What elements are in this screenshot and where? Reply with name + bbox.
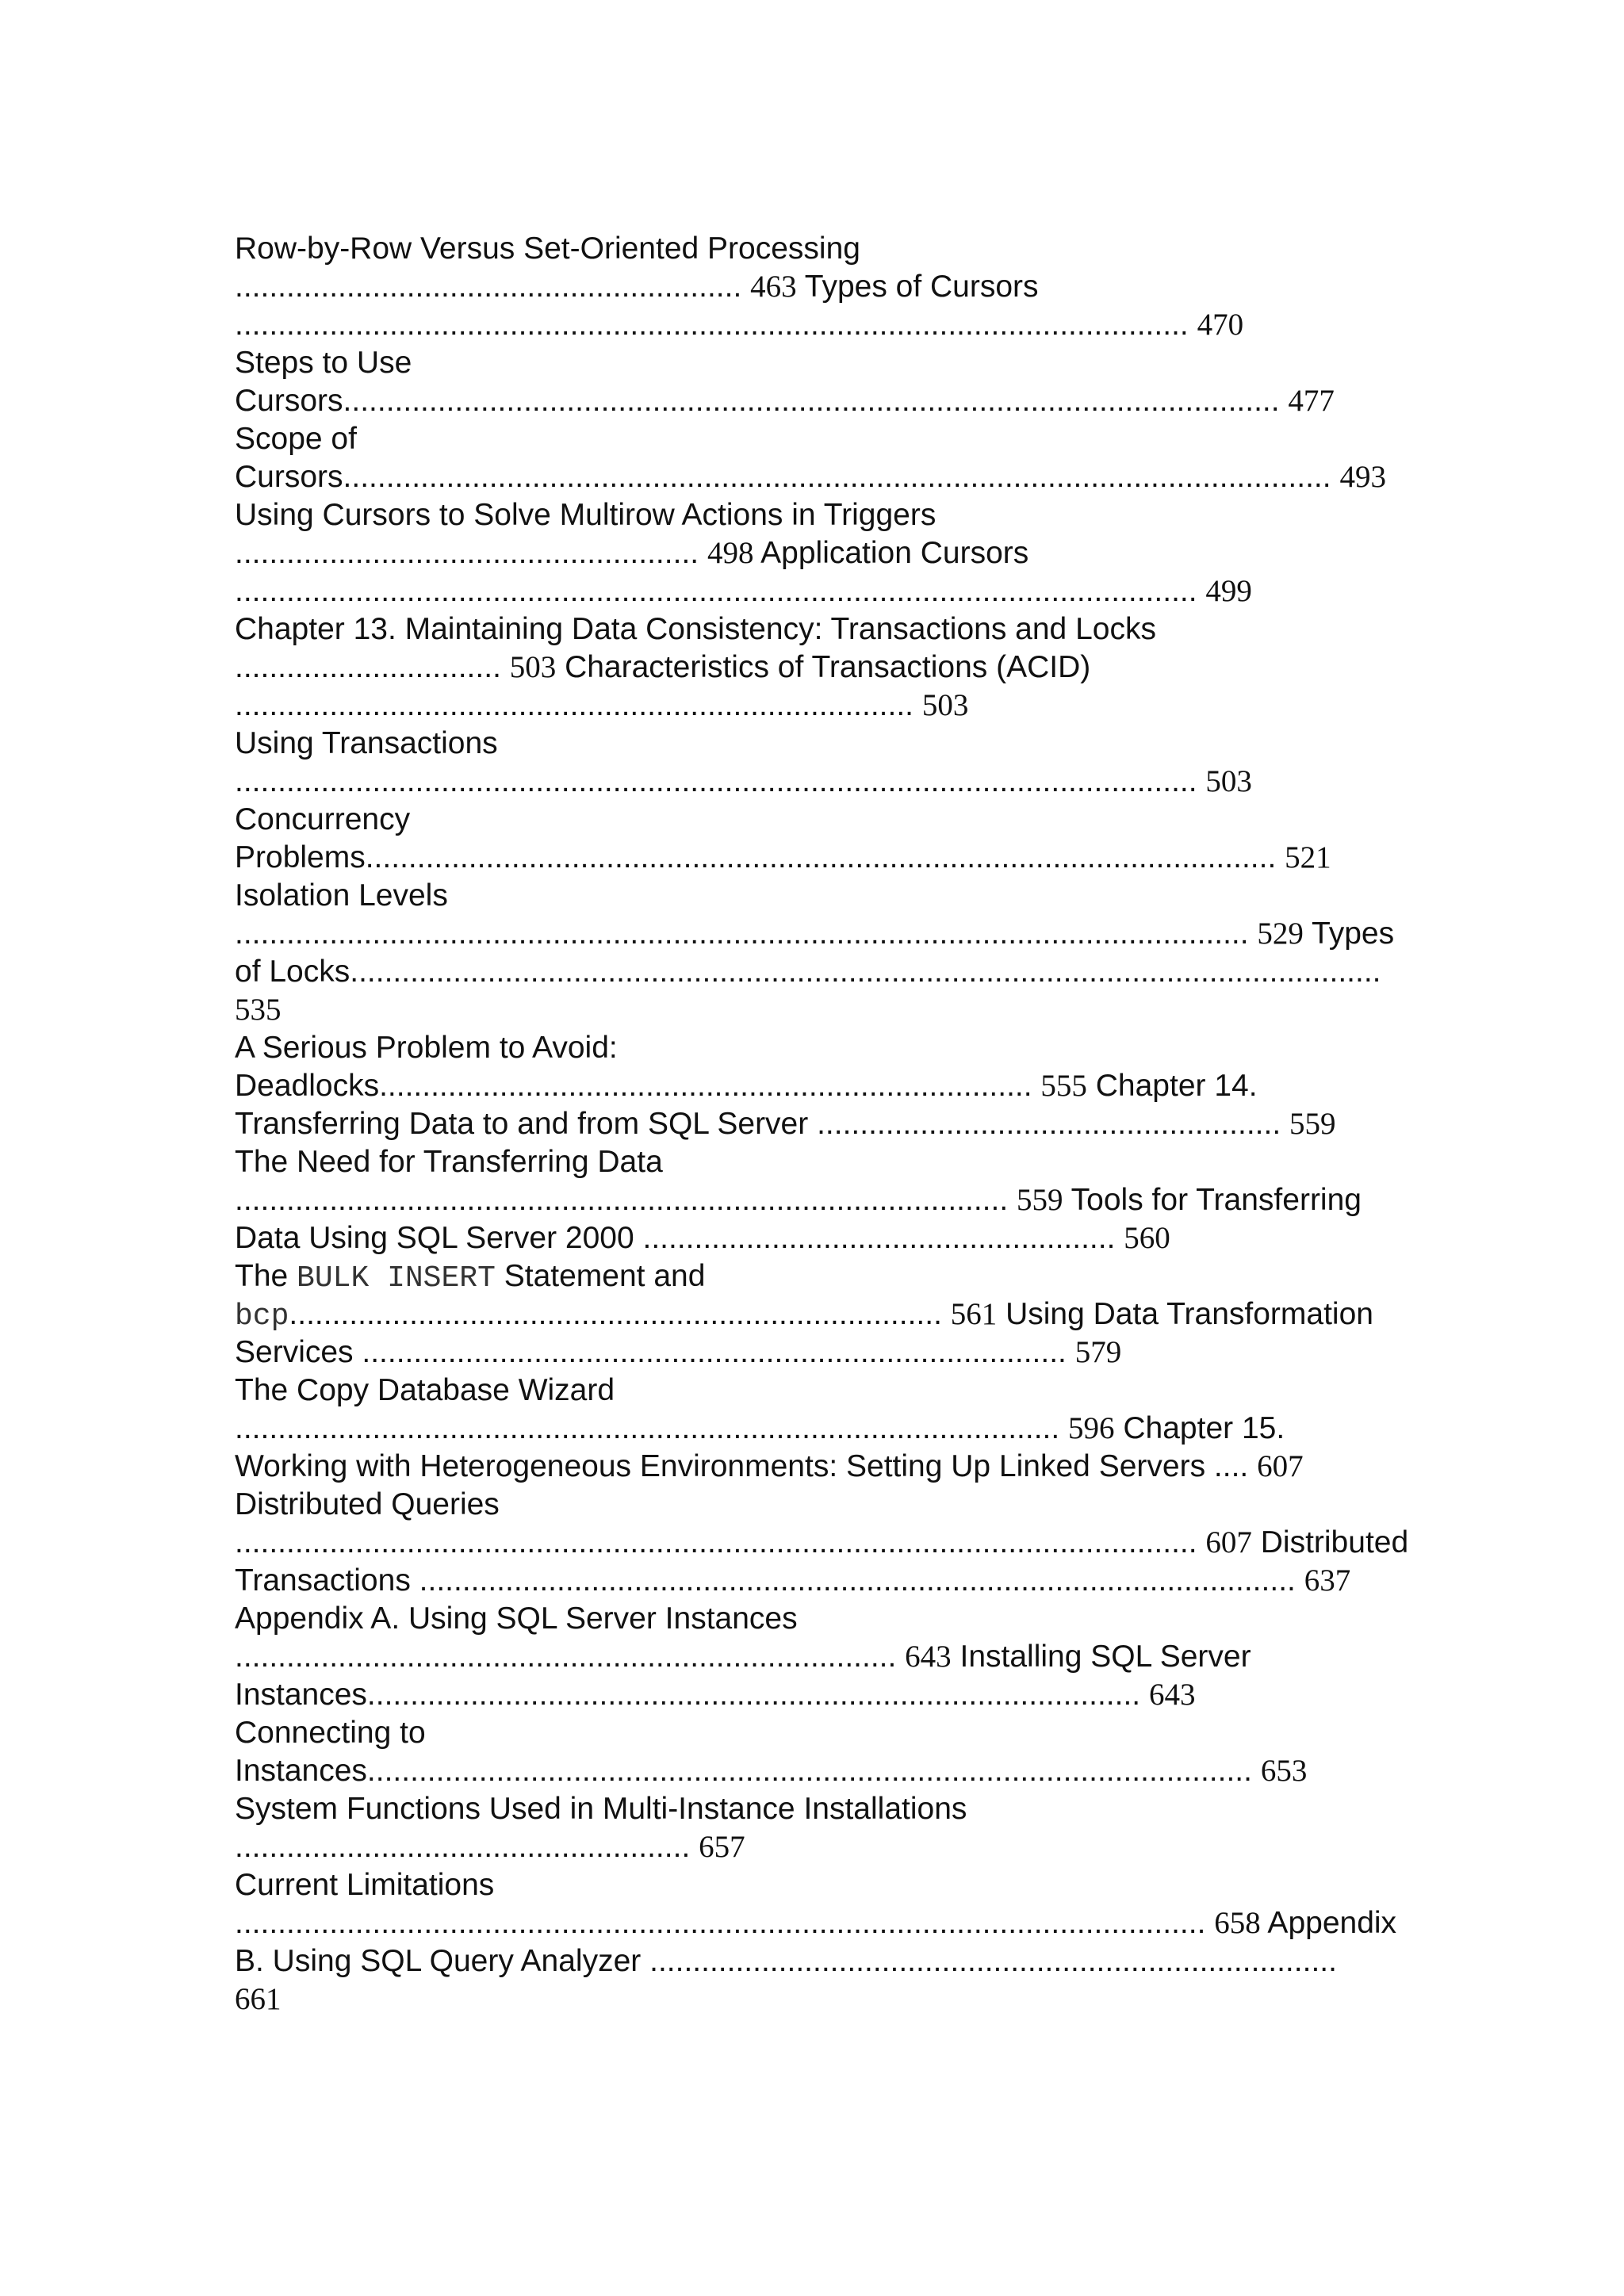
toc-text: ......................................................	[235, 536, 707, 570]
page-number: 521	[1285, 840, 1331, 874]
page-number: 503	[509, 650, 557, 684]
page-number: 493	[1339, 460, 1386, 494]
toc-text: Installing SQL Server	[951, 1640, 1251, 1674]
toc-text: Deadlocks............................................................................	[235, 1069, 1041, 1103]
page-number: 559	[1289, 1107, 1336, 1141]
toc-text: Instances..........................................................................................	[235, 1678, 1149, 1712]
page-number: 561	[950, 1297, 998, 1331]
toc-text: .....................................................	[235, 1830, 699, 1864]
toc-text: Types of Cursors	[796, 270, 1039, 304]
page-number: 470	[1197, 308, 1244, 342]
toc-text: ...............................	[235, 650, 510, 684]
toc-text: Appendix A. Using SQL Server Instances	[235, 1601, 798, 1636]
toc-text: Connecting to	[235, 1716, 426, 1750]
toc-text: Cursors...................................................................................................................	[235, 460, 1340, 494]
toc-text: Services ..................................................................................	[235, 1335, 1075, 1369]
toc-line	[235, 1942, 1456, 1980]
page-number: 503	[1205, 764, 1252, 798]
toc-line	[235, 1790, 1456, 1828]
toc-text: Problems..........................................................................................................	[235, 840, 1285, 874]
toc-line	[235, 1334, 1456, 1372]
toc-line	[235, 915, 1456, 953]
toc-line	[235, 1980, 1456, 2019]
toc-line	[235, 306, 1456, 344]
toc-text: Types	[1303, 916, 1395, 951]
toc-text: System Functions Used in Multi-Instance Installations	[235, 1792, 967, 1826]
toc-line	[235, 1676, 1456, 1714]
toc-line	[235, 1866, 1456, 1904]
toc-text: Statement and	[495, 1259, 706, 1293]
toc-line	[235, 1257, 1456, 1295]
page-number: 477	[1288, 384, 1335, 418]
toc-line	[235, 1372, 1456, 1410]
page-number: 637	[1304, 1563, 1351, 1598]
toc-text: Application Cursors	[753, 536, 1029, 570]
toc-line	[235, 763, 1456, 801]
toc-text: Current Limitations	[235, 1868, 495, 1902]
toc-line	[235, 1486, 1456, 1524]
toc-text: ................................................................................................................	[235, 764, 1206, 798]
toc-text: Isolation Levels	[235, 878, 448, 913]
page-number: 607	[1205, 1525, 1252, 1559]
toc-line	[235, 1638, 1456, 1676]
page-number: 579	[1074, 1335, 1122, 1369]
page-number: 463	[750, 270, 797, 304]
page-number: 596	[1068, 1411, 1115, 1445]
toc-text: ................................................................................................................	[235, 574, 1206, 608]
toc-text: Scope of	[235, 422, 357, 456]
page-number: 529	[1257, 916, 1304, 951]
page-number: 498	[707, 536, 754, 570]
toc-line	[235, 725, 1456, 763]
toc-text: The	[235, 1259, 297, 1293]
toc-text: ...............................................................................................................	[235, 308, 1197, 342]
toc-line	[235, 1029, 1456, 1067]
toc-line	[235, 1181, 1456, 1219]
page-number: 607	[1257, 1449, 1304, 1483]
toc-line	[235, 687, 1456, 725]
toc-text: Chapter 13. Maintaining Data Consistency: Transactions and Locks	[235, 612, 1156, 646]
toc-line	[235, 1295, 1456, 1334]
page-number: 643	[905, 1640, 952, 1674]
toc-line	[235, 572, 1456, 610]
toc-line	[235, 1524, 1456, 1562]
toc-line	[235, 420, 1456, 458]
toc-text: Transferring Data to and from SQL Server ......................................................	[235, 1107, 1290, 1141]
toc-text: B. Using SQL Query Analyzer ................................................................................	[235, 1944, 1337, 1978]
code-term: bcp	[235, 1299, 289, 1334]
page-number: 658	[1214, 1906, 1261, 1940]
toc-text: ..........................................................................................	[235, 1183, 1017, 1217]
toc-text: Transactions ......................................................................................................	[235, 1563, 1304, 1598]
toc-text: Chapter 15.	[1114, 1411, 1285, 1445]
page-number: 653	[1260, 1754, 1308, 1788]
toc-line	[235, 1410, 1456, 1448]
toc-line	[235, 1600, 1456, 1638]
page-number: 535	[235, 993, 282, 1027]
code-term: BULK INSERT	[297, 1261, 496, 1295]
toc-text: Distributed Queries	[235, 1487, 500, 1521]
toc-text: ................................................................................................................	[235, 1525, 1206, 1559]
toc-text: Steps to Use	[235, 346, 412, 380]
toc-line	[235, 839, 1456, 877]
toc-line	[235, 1904, 1456, 1942]
toc-text: The Copy Database Wizard	[235, 1373, 615, 1407]
toc-line	[235, 1714, 1456, 1752]
toc-text: A Serious Problem to Avoid:	[235, 1031, 618, 1065]
toc-text: Using Data Transformation	[997, 1297, 1373, 1331]
toc-line	[235, 1828, 1456, 1866]
toc-text: Data Using SQL Server 2000 .......................................................	[235, 1221, 1124, 1255]
page-number: 643	[1148, 1678, 1196, 1712]
toc-text: Cursors.............................................................................................................	[235, 384, 1289, 418]
toc-text: ............................................................................	[289, 1297, 951, 1331]
page-number: 661	[235, 1982, 282, 2016]
toc-text: ................................................................................................	[235, 1411, 1069, 1445]
toc-line	[235, 230, 1456, 268]
toc-text: Chapter 14.	[1086, 1069, 1258, 1103]
toc-line	[235, 496, 1456, 534]
toc-text: of Locks........................................................................................................................	[235, 955, 1381, 989]
toc-line	[235, 382, 1456, 420]
toc-text: ......................................................................................................................	[235, 916, 1258, 951]
toc-text: .................................................................................................................	[235, 1906, 1215, 1940]
toc-line	[235, 991, 1456, 1029]
toc-text: Instances.......................................................................................................	[235, 1754, 1261, 1788]
toc-line	[235, 1105, 1456, 1143]
toc-line	[235, 1067, 1456, 1105]
toc-text: ...............................................................................	[235, 688, 922, 722]
page-number: 559	[1017, 1183, 1063, 1217]
toc-line	[235, 1219, 1456, 1257]
toc-line	[235, 877, 1456, 915]
toc-text: Using Cursors to Solve Multirow Actions in Triggers	[235, 498, 936, 532]
page-number: 555	[1040, 1069, 1087, 1103]
page-number: 657	[699, 1830, 745, 1864]
page-number: 499	[1205, 574, 1252, 608]
toc-text: Characteristics of Transactions (ACID)	[556, 650, 1091, 684]
table-of-contents	[235, 230, 1456, 2019]
toc-text: Row-by-Row Versus Set-Oriented Processing	[235, 232, 860, 266]
toc-text: .............................................................................	[235, 1640, 906, 1674]
toc-line	[235, 1752, 1456, 1790]
toc-text: Appendix	[1260, 1906, 1397, 1940]
page-number: 560	[1124, 1221, 1170, 1255]
toc-line	[235, 268, 1456, 306]
toc-text: ...........................................................	[235, 270, 751, 304]
toc-line	[235, 1143, 1456, 1181]
toc-line	[235, 610, 1456, 649]
toc-line	[235, 649, 1456, 687]
toc-line	[235, 458, 1456, 496]
toc-text: Concurrency	[235, 802, 411, 836]
toc-line	[235, 953, 1456, 991]
toc-line	[235, 344, 1456, 382]
toc-line	[235, 1562, 1456, 1600]
toc-line	[235, 534, 1456, 572]
toc-text: Using Transactions	[235, 726, 498, 760]
toc-text: Tools for Transferring	[1063, 1183, 1362, 1217]
page-number: 503	[921, 688, 969, 722]
toc-text: Distributed	[1251, 1525, 1409, 1559]
toc-line	[235, 1448, 1456, 1486]
toc-line	[235, 801, 1456, 839]
toc-text: Working with Heterogeneous Environments: Setting Up Linked Servers ....	[235, 1449, 1258, 1483]
toc-text: The Need for Transferring Data	[235, 1145, 663, 1179]
